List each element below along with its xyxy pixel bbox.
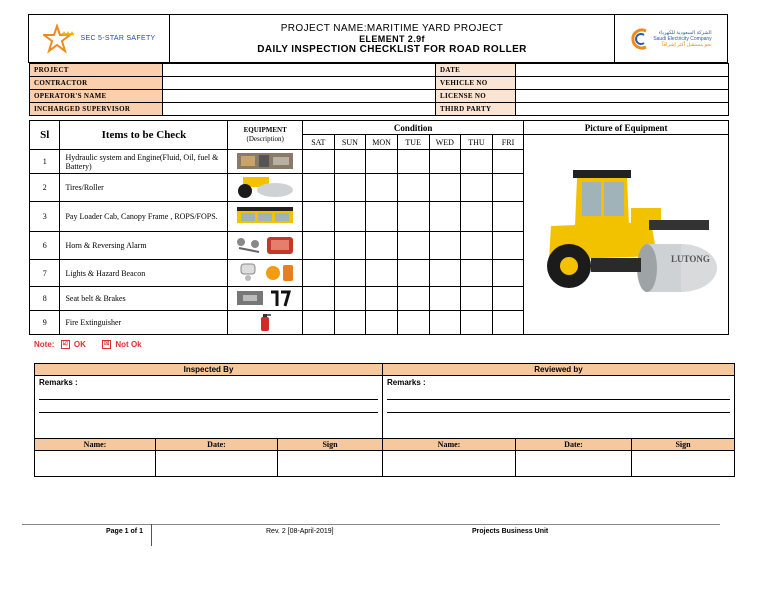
check-cell-fri[interactable] bbox=[492, 174, 524, 202]
seatbelt-brake-icon bbox=[233, 288, 297, 308]
checklist-title: DAILY INSPECTION CHECKLIST FOR ROAD ROLLER bbox=[257, 43, 527, 55]
check-cell-sat[interactable] bbox=[303, 174, 335, 202]
inspector-date-field[interactable] bbox=[156, 451, 278, 477]
check-cell-thu[interactable] bbox=[461, 311, 493, 335]
revision-label: Rev. 2 [08-April-2019] bbox=[266, 528, 334, 535]
inspector-name-field[interactable] bbox=[35, 451, 156, 477]
date-label: DATE bbox=[436, 64, 516, 77]
picture-header: Picture of Equipment bbox=[524, 121, 729, 135]
check-cell-sat[interactable] bbox=[303, 232, 335, 260]
page-number: Page 1 of 1 bbox=[106, 528, 143, 535]
check-cell-tue[interactable] bbox=[397, 150, 429, 174]
contractor-field[interactable] bbox=[163, 77, 436, 90]
day-wed: WED bbox=[429, 135, 461, 150]
roller-brand-label: LUTONG bbox=[671, 253, 710, 264]
row-item: Hydraulic system and Engine(Fluid, Oil, fuel & Battery) bbox=[60, 150, 228, 174]
equipment-cell bbox=[228, 311, 303, 335]
license-no-field[interactable] bbox=[516, 90, 729, 103]
check-cell-thu[interactable] bbox=[461, 287, 493, 311]
check-cell-tue[interactable] bbox=[397, 287, 429, 311]
check-cell-fri[interactable] bbox=[492, 232, 524, 260]
row-sl: 8 bbox=[30, 287, 60, 311]
row-item: Fire Extinguisher bbox=[60, 311, 228, 335]
reviewer-name-field[interactable] bbox=[383, 451, 516, 477]
checklist-table bbox=[29, 120, 729, 335]
check-cell-wed[interactable] bbox=[429, 150, 461, 174]
inspected-by-header: Inspected By bbox=[35, 364, 383, 376]
ok-label: OK bbox=[73, 340, 86, 349]
check-cell-tue[interactable] bbox=[397, 260, 429, 287]
day-tue: TUE bbox=[397, 135, 429, 150]
check-cell-mon[interactable] bbox=[366, 260, 398, 287]
legend-note bbox=[34, 340, 142, 349]
check-cell-sun[interactable] bbox=[334, 150, 366, 174]
condition-header: Condition bbox=[303, 121, 524, 135]
check-cell-tue[interactable] bbox=[397, 232, 429, 260]
row-item: Seat belt & Brakes bbox=[60, 287, 228, 311]
day-sun: SUN bbox=[334, 135, 366, 150]
reviewer-date-field[interactable] bbox=[516, 451, 632, 477]
row-item: Lights & Hazard Beacon bbox=[60, 260, 228, 287]
row-item: Horn & Reversing Alarm bbox=[60, 232, 228, 260]
row-sl: 6 bbox=[30, 232, 60, 260]
check-cell-wed[interactable] bbox=[429, 260, 461, 287]
sl-header: Sl bbox=[30, 121, 60, 150]
check-cell-mon[interactable] bbox=[366, 232, 398, 260]
check-cell-thu[interactable] bbox=[461, 202, 493, 232]
equipment-cell bbox=[228, 174, 303, 202]
row-sl: 1 bbox=[30, 150, 60, 174]
remarks-line bbox=[39, 387, 378, 400]
check-cell-fri[interactable] bbox=[492, 287, 524, 311]
row-sl: 7 bbox=[30, 260, 60, 287]
sec-5-star-logo-cell bbox=[29, 15, 170, 63]
items-header: Items to be Check bbox=[60, 121, 228, 150]
third-party-label: THIRD PARTY bbox=[436, 103, 516, 116]
remarks-line bbox=[387, 413, 730, 425]
footer-divider bbox=[22, 524, 720, 525]
check-cell-fri[interactable] bbox=[492, 150, 524, 174]
reviewer-sign-header: Sign bbox=[632, 439, 735, 451]
element-line: ELEMENT 2.9f bbox=[359, 33, 425, 44]
supervisor-field[interactable] bbox=[163, 103, 436, 116]
row-sl: 3 bbox=[30, 202, 60, 232]
saudi-electricity-logo bbox=[615, 27, 727, 51]
check-cell-sat[interactable] bbox=[303, 287, 335, 311]
title-cell bbox=[170, 15, 615, 63]
equipment-header-sub: (Description) bbox=[246, 135, 284, 143]
check-cell-wed[interactable] bbox=[429, 287, 461, 311]
equipment-cell bbox=[228, 202, 303, 232]
third-party-field[interactable] bbox=[516, 103, 729, 116]
equipment-header-title: EQUIPMENT bbox=[243, 126, 287, 134]
check-cell-thu[interactable] bbox=[461, 260, 493, 287]
sec-tagline: نحو مستقبل أكثر إشراقاً bbox=[662, 41, 712, 48]
check-cell-mon[interactable] bbox=[366, 150, 398, 174]
check-cell-thu[interactable] bbox=[461, 232, 493, 260]
equipment-cell bbox=[228, 150, 303, 174]
check-cell-thu[interactable] bbox=[461, 150, 493, 174]
check-cell-fri[interactable] bbox=[492, 202, 524, 232]
check-cell-tue[interactable] bbox=[397, 202, 429, 232]
note-label: Note: bbox=[34, 340, 55, 349]
check-cell-mon[interactable] bbox=[366, 174, 398, 202]
inspector-name-header: Name: bbox=[35, 439, 156, 451]
reviewed-remarks-field[interactable] bbox=[383, 376, 735, 439]
sec-swirl-icon bbox=[630, 27, 650, 51]
sec-5-star-logo bbox=[29, 24, 169, 54]
project-label: PROJECT bbox=[30, 64, 163, 77]
not-ok-label: Not Ok bbox=[115, 340, 142, 349]
check-cell-sat[interactable] bbox=[303, 311, 335, 335]
fire-extinguisher-icon bbox=[255, 312, 275, 332]
operator-name-field[interactable] bbox=[163, 90, 436, 103]
check-cell-sun[interactable] bbox=[334, 287, 366, 311]
check-cell-fri[interactable] bbox=[492, 311, 524, 335]
not-ok-checkbox-icon: ☒ bbox=[103, 341, 110, 348]
sec-arabic-name: الشركة السعودية للكهرباء bbox=[658, 29, 712, 36]
contractor-label: CONTRACTOR bbox=[30, 77, 163, 90]
date-field[interactable] bbox=[516, 64, 729, 77]
row-item: Pay Loader Cab, Canopy Frame , ROPS/FOPS. bbox=[60, 202, 228, 232]
equipment-cell bbox=[228, 260, 303, 287]
supervisor-label: INCHARGED SUPERVISOR bbox=[30, 103, 163, 116]
check-cell-mon[interactable] bbox=[366, 202, 398, 232]
equipment-cell bbox=[228, 287, 303, 311]
check-cell-sun[interactable] bbox=[334, 311, 366, 335]
check-cell-sat[interactable] bbox=[303, 150, 335, 174]
check-cell-sun[interactable] bbox=[334, 260, 366, 287]
ok-checkbox-icon: ☑ bbox=[62, 341, 68, 348]
left-logo-text: SEC 5-STAR SAFETY bbox=[80, 35, 156, 42]
reviewer-name-header: Name: bbox=[383, 439, 516, 451]
check-cell-wed[interactable] bbox=[429, 202, 461, 232]
inspector-date-header: Date: bbox=[156, 439, 278, 451]
check-cell-tue[interactable] bbox=[397, 311, 429, 335]
operator-name-label: OPERATOR'S NAME bbox=[30, 90, 163, 103]
check-cell-sun[interactable] bbox=[334, 174, 366, 202]
check-cell-mon[interactable] bbox=[366, 311, 398, 335]
inspection-review-table bbox=[34, 363, 735, 477]
reviewed-by-header: Reviewed by bbox=[383, 364, 735, 376]
star-logo-icon bbox=[43, 24, 77, 54]
day-mon: MON bbox=[366, 135, 398, 150]
horn-alarm-icon bbox=[233, 234, 297, 256]
check-cell-fri[interactable] bbox=[492, 260, 524, 287]
check-cell-tue[interactable] bbox=[397, 174, 429, 202]
check-cell-mon[interactable] bbox=[366, 287, 398, 311]
equipment-header bbox=[228, 121, 303, 150]
footer-separator bbox=[151, 524, 152, 546]
check-cell-wed[interactable] bbox=[429, 174, 461, 202]
remarks-line bbox=[387, 400, 730, 413]
vehicle-no-label: VEHICLE NO bbox=[436, 77, 516, 90]
check-cell-wed[interactable] bbox=[429, 311, 461, 335]
check-cell-sun[interactable] bbox=[334, 202, 366, 232]
vehicle-no-field[interactable] bbox=[516, 77, 729, 90]
check-cell-thu[interactable] bbox=[461, 174, 493, 202]
remarks-line bbox=[387, 387, 730, 400]
sec-english-name: Saudi Electricity Company bbox=[653, 35, 712, 42]
inspector-sign-header: Sign bbox=[278, 439, 383, 451]
project-info-table bbox=[29, 63, 729, 116]
check-cell-sat[interactable] bbox=[303, 202, 335, 232]
day-fri: FRI bbox=[492, 135, 524, 150]
inspector-sign-field[interactable] bbox=[278, 451, 383, 477]
equipment-picture-cell bbox=[524, 135, 729, 335]
check-cell-wed[interactable] bbox=[429, 232, 461, 260]
reviewer-date-header: Date: bbox=[516, 439, 632, 451]
license-no-label: LICENSE NO bbox=[436, 90, 516, 103]
row-item: Tires/Roller bbox=[60, 174, 228, 202]
remarks-line bbox=[39, 413, 378, 425]
reviewed-remarks-label: Remarks : bbox=[387, 378, 426, 387]
remarks-line bbox=[39, 400, 378, 413]
project-name-line: PROJECT NAME:MARITIME YARD PROJECT bbox=[280, 22, 504, 34]
beacon-light-icon bbox=[233, 261, 297, 283]
sec-company-logo-cell bbox=[615, 15, 728, 63]
document-header bbox=[28, 14, 728, 63]
reviewer-sign-field[interactable] bbox=[632, 451, 735, 477]
engine-icon bbox=[235, 151, 295, 171]
cab-frame-icon bbox=[233, 205, 297, 227]
day-thu: THU bbox=[461, 135, 493, 150]
check-cell-sat[interactable] bbox=[303, 260, 335, 287]
business-unit-label: Projects Business Unit bbox=[472, 528, 549, 535]
equipment-cell bbox=[228, 232, 303, 260]
project-field[interactable] bbox=[163, 64, 436, 77]
inspected-remarks-field[interactable] bbox=[35, 376, 383, 439]
roller-tire-icon bbox=[233, 175, 297, 199]
day-sat: SAT bbox=[303, 135, 335, 150]
check-cell-sun[interactable] bbox=[334, 232, 366, 260]
inspected-remarks-label: Remarks : bbox=[39, 378, 78, 387]
row-sl: 9 bbox=[30, 311, 60, 335]
road-roller-image bbox=[531, 164, 721, 304]
row-sl: 2 bbox=[30, 174, 60, 202]
